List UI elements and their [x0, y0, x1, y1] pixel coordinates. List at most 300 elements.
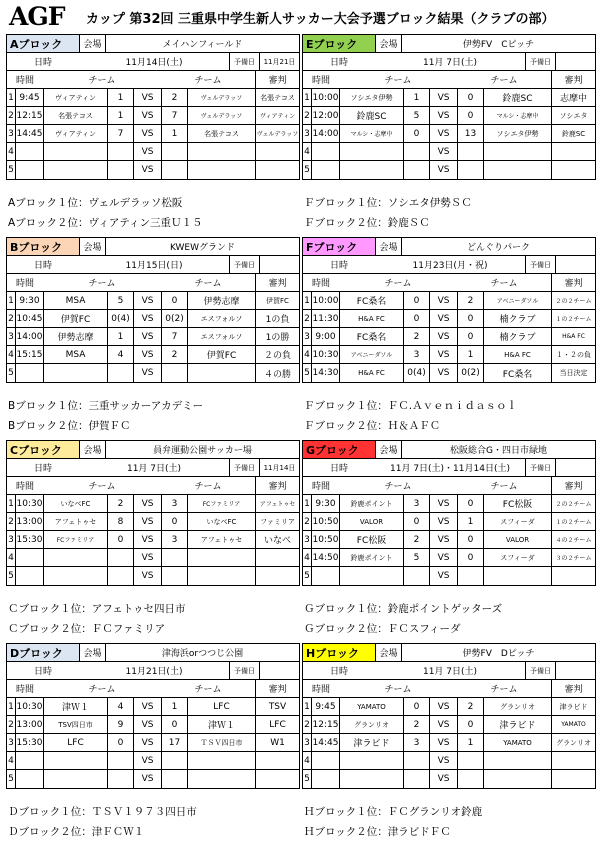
- match-row: [7, 310, 299, 328]
- team1-score: 2: [403, 328, 429, 345]
- date-value: 11月 7日(土): [422, 58, 478, 68]
- match-time: 14:00: [15, 328, 43, 345]
- vs-label: VS: [133, 770, 161, 788]
- match-time: 9:00: [311, 328, 339, 345]
- vs-label: VS: [429, 698, 457, 715]
- block-h: [302, 643, 596, 789]
- match-time: 14:45: [311, 734, 339, 751]
- column-header-row: [303, 477, 595, 495]
- team2-score: 2: [457, 698, 483, 715]
- match-row: [7, 567, 299, 585]
- reserve-value: [555, 256, 595, 273]
- match-time: 14:30: [311, 364, 339, 382]
- team1-name: VALOR: [339, 513, 403, 530]
- team2-score: [161, 752, 187, 769]
- match-row: [303, 495, 595, 513]
- team2-name: エスフォルソ: [187, 310, 255, 327]
- block-name: Fブロック: [303, 238, 375, 255]
- time-header: 時間: [311, 279, 330, 289]
- team1-score: 7: [107, 125, 133, 142]
- block-c: [6, 440, 300, 586]
- match-number: 2: [304, 110, 310, 121]
- team1-score: [107, 161, 133, 179]
- team2-name: 鈴鹿SC: [483, 89, 551, 106]
- rank-second: Ｈブロック２位：津ラビドＦＣ: [304, 826, 451, 838]
- team1-score: 9: [107, 716, 133, 733]
- match-referee: [551, 143, 595, 160]
- team1-score: 3: [403, 734, 429, 751]
- match-number: 1: [304, 92, 310, 103]
- team1-score: [107, 364, 133, 382]
- date-row: [7, 459, 299, 477]
- team1-name: アベニーダソル: [339, 346, 403, 363]
- team2-score: 1: [457, 734, 483, 751]
- team1-header: チーム: [88, 279, 116, 289]
- team1-name: [339, 143, 403, 160]
- match-number: 1: [8, 92, 14, 103]
- rank-second: Ｇブロック２位：ＦＣスフィーダ: [304, 623, 461, 635]
- match-referee: ソシエタ: [551, 107, 595, 124]
- team2-score: [161, 567, 187, 585]
- match-number: 4: [8, 146, 14, 157]
- referee-header: 審判: [551, 71, 595, 88]
- team1-name: 鈴鹿SC: [339, 107, 403, 124]
- team1-name: ヴィアティン: [43, 89, 107, 106]
- venue-label: 会場: [375, 441, 401, 458]
- reserve-value: 11月21日: [259, 53, 299, 70]
- team1-score: [403, 752, 429, 769]
- match-row: [7, 328, 299, 346]
- match-time: [311, 770, 339, 788]
- team1-score: 2: [403, 716, 429, 733]
- vs-label: VS: [133, 549, 161, 566]
- referee-header: 審判: [551, 274, 595, 291]
- team1-name: MSA: [43, 292, 107, 309]
- team1-name: [43, 752, 107, 769]
- match-time: 14:50: [311, 549, 339, 566]
- block-f: [302, 237, 596, 383]
- match-time: 13:00: [15, 716, 43, 733]
- team2-name: [187, 364, 255, 382]
- team1-score: 2: [107, 495, 133, 512]
- match-referee: TSV: [255, 698, 299, 715]
- team2-name: [187, 567, 255, 585]
- reserve-label: 予備日: [525, 459, 555, 476]
- match-referee: ファミリア: [255, 513, 299, 530]
- team1-score: [403, 161, 429, 179]
- match-referee: ２の２チーム: [551, 292, 595, 309]
- match-referee: １の２チーム: [551, 310, 595, 327]
- block-header-row: [7, 35, 299, 53]
- time-header: 時間: [15, 685, 34, 695]
- vs-label: VS: [429, 531, 457, 548]
- team2-score: [161, 143, 187, 160]
- team2-name: VALOR: [483, 531, 551, 548]
- match-number: 5: [304, 774, 310, 784]
- match-number: 2: [8, 516, 14, 527]
- team1-score: [403, 770, 429, 788]
- match-referee: 1の負: [255, 310, 299, 327]
- match-referee: [551, 567, 595, 585]
- match-number: 4: [304, 755, 310, 766]
- time-header: 時間: [311, 76, 330, 86]
- match-referee: YAMATO: [551, 716, 595, 733]
- match-number: 5: [8, 571, 14, 581]
- team2-name: [187, 549, 255, 566]
- team1-score: 3: [403, 495, 429, 512]
- team1-score: [107, 143, 133, 160]
- team1-name: [43, 364, 107, 382]
- team1-score: [403, 567, 429, 585]
- match-referee: ３の２チーム: [551, 549, 595, 566]
- match-number: 2: [304, 516, 310, 527]
- match-time: 9:45: [311, 698, 339, 715]
- team1-score: 0(4): [107, 310, 133, 327]
- team1-header: チーム: [88, 76, 116, 86]
- vs-label: VS: [429, 328, 457, 345]
- team1-name: H&A FC: [339, 364, 403, 382]
- page-title: カップ 第32回 三重県中学生新人サッカー大会予選ブロック結果（クラブの部）: [86, 12, 555, 27]
- match-number: 4: [8, 552, 14, 563]
- vs-label: VS: [429, 752, 457, 769]
- match-row: [7, 161, 299, 179]
- vs-label: VS: [429, 770, 457, 788]
- team2-score: 1: [457, 346, 483, 363]
- match-referee: H&A FC: [551, 328, 595, 345]
- match-referee: [551, 161, 595, 179]
- vs-label: VS: [133, 531, 161, 548]
- vs-label: VS: [133, 567, 161, 585]
- column-header-row: [7, 274, 299, 292]
- team2-name: [483, 567, 551, 585]
- match-referee: [551, 752, 595, 769]
- date-value: 11月 7日(土)・11月14日(土): [390, 464, 510, 474]
- block-header-row: [7, 644, 299, 662]
- match-time: [311, 567, 339, 585]
- date-row: [7, 256, 299, 274]
- match-referee: ヴェルデラッソ: [255, 125, 299, 142]
- reserve-label: 予備日: [229, 256, 259, 273]
- team2-score: 0(2): [161, 310, 187, 327]
- team2-header: チーム: [490, 482, 518, 492]
- team2-name: FCファミリア: [187, 495, 255, 512]
- vs-label: VS: [133, 161, 161, 179]
- match-referee: [255, 770, 299, 788]
- team2-score: 0(2): [457, 364, 483, 382]
- vs-label: VS: [429, 549, 457, 566]
- team2-name: [483, 770, 551, 788]
- team2-score: 0: [457, 531, 483, 548]
- match-time: [311, 161, 339, 179]
- team1-name: YAMATO: [339, 698, 403, 715]
- match-time: [311, 752, 339, 769]
- team1-name: [43, 161, 107, 179]
- team2-score: [457, 567, 483, 585]
- match-referee: ４の勝: [255, 364, 299, 382]
- match-referee: １・２の負: [551, 346, 595, 363]
- date-value: 11月 7日(土): [126, 464, 182, 474]
- vs-label: VS: [429, 567, 457, 585]
- team1-name: アフェトゥセ: [43, 513, 107, 530]
- team1-score: 5: [403, 107, 429, 124]
- reserve-value: [555, 459, 595, 476]
- date-label: 日時: [329, 58, 348, 68]
- team2-name: ヴェルデラッソ: [187, 107, 255, 124]
- match-number: 5: [304, 165, 310, 175]
- team2-header: チーム: [490, 76, 518, 86]
- match-number: 2: [8, 719, 14, 730]
- team1-name: マルシ・志摩中: [339, 125, 403, 142]
- team2-name: [187, 752, 255, 769]
- match-row: [303, 292, 595, 310]
- team2-score: 0: [161, 716, 187, 733]
- reserve-value: [555, 53, 595, 70]
- match-number: 3: [8, 737, 14, 748]
- team2-score: 2: [161, 346, 187, 363]
- match-row: [7, 752, 299, 770]
- match-time: [15, 567, 43, 585]
- block-name: Bブロック: [7, 238, 79, 255]
- team1-header: チーム: [384, 279, 412, 289]
- team1-score: [107, 567, 133, 585]
- team2-score: 0: [457, 328, 483, 345]
- match-time: [311, 143, 339, 160]
- match-time: 10:50: [311, 531, 339, 548]
- team1-score: 3: [403, 346, 429, 363]
- reserve-label: 予備日: [525, 256, 555, 273]
- reserve-label: 予備日: [229, 662, 259, 679]
- team2-name: H&A FC: [483, 346, 551, 363]
- vs-label: VS: [133, 716, 161, 733]
- block-g: [302, 440, 596, 586]
- team2-score: [161, 770, 187, 788]
- date-label: 日時: [33, 667, 52, 677]
- team2-header: チーム: [194, 482, 222, 492]
- team2-score: 17: [161, 734, 187, 751]
- referee-header: 審判: [551, 477, 595, 494]
- team2-name: 津Ｗ１: [187, 716, 255, 733]
- team2-name: YAMATO: [483, 734, 551, 751]
- venue-value: 津海浜orつつじ公園: [105, 644, 299, 661]
- time-header: 時間: [311, 482, 330, 492]
- match-row: [303, 698, 595, 716]
- team2-score: 0: [457, 107, 483, 124]
- match-referee: １の２チーム: [551, 513, 595, 530]
- team1-name: MSA: [43, 346, 107, 363]
- team2-header: チーム: [490, 279, 518, 289]
- team1-score: 1: [107, 89, 133, 106]
- match-number: 2: [304, 719, 310, 730]
- team1-score: 1: [107, 328, 133, 345]
- block-a: [6, 34, 300, 180]
- team1-header: チーム: [384, 482, 412, 492]
- match-row: [303, 513, 595, 531]
- match-row: [7, 549, 299, 567]
- block-header-row: [303, 644, 595, 662]
- block-name: Cブロック: [7, 441, 79, 458]
- match-referee: 志摩中: [551, 89, 595, 106]
- venue-value: 松阪総合G・四日市緑地: [401, 441, 595, 458]
- match-time: 15:15: [15, 346, 43, 363]
- rank-first: Aブロック１位：ヴェルデラッソ松阪: [8, 197, 183, 209]
- match-number: 2: [8, 313, 14, 324]
- team1-name: [339, 567, 403, 585]
- match-time: [15, 143, 43, 160]
- match-time: 12:00: [311, 107, 339, 124]
- team2-score: 1: [161, 698, 187, 715]
- block-header-row: [303, 441, 595, 459]
- match-time: [15, 549, 43, 566]
- match-time: 9:30: [15, 292, 43, 309]
- block-name: Gブロック: [303, 441, 375, 458]
- match-row: [7, 495, 299, 513]
- team1-score: [107, 770, 133, 788]
- match-referee: アフェトゥセ: [255, 495, 299, 512]
- vs-label: VS: [133, 346, 161, 363]
- page-header: [0, 0, 600, 32]
- vs-label: VS: [133, 364, 161, 382]
- match-time: 10:30: [15, 698, 43, 715]
- match-row: [303, 770, 595, 788]
- vs-label: VS: [133, 143, 161, 160]
- team2-name: マルシ・志摩中: [483, 107, 551, 124]
- match-number: 4: [304, 146, 310, 157]
- match-referee: グランリオ: [551, 734, 595, 751]
- team2-header: チーム: [194, 279, 222, 289]
- team2-name: [483, 161, 551, 179]
- team1-name: 津ラビド: [339, 734, 403, 751]
- match-referee: [255, 567, 299, 585]
- match-number: 4: [8, 755, 14, 766]
- referee-header: 審判: [551, 680, 595, 697]
- venue-value: 伊勢FV Dピッチ: [401, 644, 595, 661]
- match-time: 10:30: [15, 495, 43, 512]
- match-number: 1: [304, 295, 310, 306]
- block-name: Aブロック: [7, 35, 79, 52]
- block-name: Hブロック: [303, 644, 375, 661]
- team1-score: 0: [403, 310, 429, 327]
- team1-score: 2: [403, 531, 429, 548]
- block-header-row: [7, 238, 299, 256]
- venue-value: 伊勢FV Cピッチ: [401, 35, 595, 52]
- match-referee: 名張テコス: [255, 89, 299, 106]
- team2-name: アベニーダソル: [483, 292, 551, 309]
- match-row: [7, 734, 299, 752]
- match-row: [303, 161, 595, 179]
- block-e: [302, 34, 596, 180]
- match-number: 3: [8, 128, 14, 139]
- team2-score: 1: [457, 513, 483, 530]
- venue-label: 会場: [79, 441, 105, 458]
- venue-label: 会場: [79, 238, 105, 255]
- team2-name: 楠クラブ: [483, 328, 551, 345]
- match-row: [7, 346, 299, 364]
- vs-label: VS: [429, 310, 457, 327]
- vs-label: VS: [133, 752, 161, 769]
- match-referee: ２の２チーム: [551, 495, 595, 512]
- venue-value: メイハンフィールド: [105, 35, 299, 52]
- team1-name: 津Ｗ１: [43, 698, 107, 715]
- referee-header: 審判: [255, 71, 299, 88]
- venue-value: どんぐりパーク: [401, 238, 595, 255]
- team1-name: FC桑名: [339, 292, 403, 309]
- match-number: 5: [304, 368, 310, 378]
- team2-name: [483, 143, 551, 160]
- venue-value: 員弁運動公園サッカー場: [105, 441, 299, 458]
- match-referee: [255, 143, 299, 160]
- match-number: 5: [304, 571, 310, 581]
- reserve-value: [259, 662, 299, 679]
- rank-second: Ｆブロック２位：鈴鹿ＳＣ: [304, 217, 430, 229]
- block-name: Dブロック: [7, 644, 79, 661]
- team1-name: FC桑名: [339, 328, 403, 345]
- time-header: 時間: [15, 279, 34, 289]
- match-time: 9:45: [15, 89, 43, 106]
- team2-score: 0: [457, 716, 483, 733]
- date-label: 日時: [329, 667, 348, 677]
- match-number: 2: [8, 110, 14, 121]
- team2-name: 津ラビド: [483, 716, 551, 733]
- team2-score: [457, 752, 483, 769]
- match-row: [303, 716, 595, 734]
- match-number: 1: [8, 498, 14, 509]
- team1-name: [43, 567, 107, 585]
- rank-first: Ｃブロック１位：アフェトゥセ四日市: [8, 603, 186, 615]
- vs-label: VS: [429, 143, 457, 160]
- vs-label: VS: [429, 734, 457, 751]
- team1-score: 5: [403, 549, 429, 566]
- team2-score: 7: [161, 328, 187, 345]
- team1-score: 0: [107, 734, 133, 751]
- match-row: [7, 698, 299, 716]
- team2-name: スフィーダ: [483, 549, 551, 566]
- match-row: [303, 328, 595, 346]
- team2-header: チーム: [490, 685, 518, 695]
- rank-second: Aブロック２位：ヴィアティン三重Ｕ１５: [8, 217, 203, 229]
- match-row: [7, 513, 299, 531]
- time-header: 時間: [311, 685, 330, 695]
- date-value: 11月21日(土): [125, 667, 183, 677]
- team2-score: 0: [161, 292, 187, 309]
- match-row: [303, 107, 595, 125]
- column-header-row: [303, 274, 595, 292]
- match-number: 3: [8, 331, 14, 342]
- venue-label: 会場: [375, 644, 401, 661]
- team2-score: [161, 161, 187, 179]
- match-time: 15:30: [15, 734, 43, 751]
- match-number: 3: [8, 534, 14, 545]
- block-header-row: [7, 441, 299, 459]
- match-row: [303, 89, 595, 107]
- team2-score: 0: [457, 549, 483, 566]
- match-row: [7, 292, 299, 310]
- match-number: 1: [304, 701, 310, 712]
- time-header: 時間: [15, 76, 34, 86]
- block-header-row: [303, 238, 595, 256]
- team1-score: 5: [107, 292, 133, 309]
- team1-name: FCファミリア: [43, 531, 107, 548]
- rank-second: Ｄブロック２位：津ＦＣＷ１: [8, 826, 145, 838]
- match-time: 10:50: [311, 513, 339, 530]
- rank-first: Ｄブロック１位：ＴＳＶ１９７３四日市: [8, 806, 197, 818]
- vs-label: VS: [133, 310, 161, 327]
- team1-score: 1: [403, 89, 429, 106]
- team2-name: ソシエタ伊勢: [483, 125, 551, 142]
- team1-name: 名張テコス: [43, 107, 107, 124]
- team2-score: 3: [161, 495, 187, 512]
- vs-label: VS: [133, 107, 161, 124]
- team2-score: [457, 770, 483, 788]
